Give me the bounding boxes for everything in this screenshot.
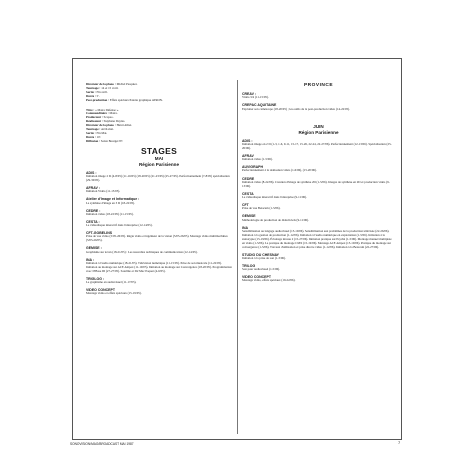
credit-line: Post-production : Effets spéciaux Palette graphique ATRON. bbox=[86, 97, 163, 102]
credits-block-2 bbox=[86, 109, 232, 144]
credit-line: Diffusion : Salon Bourget 87. bbox=[86, 138, 124, 143]
month-heading: MAI bbox=[154, 155, 164, 161]
stage-entry: TRILOG Son pour audiovisuel (1-5/06). bbox=[242, 263, 280, 272]
stage-entry: CESTA : Le vidéodisque interactif dans l'entreprise (12-14/05). bbox=[86, 219, 153, 228]
credit-line: Directeur de la photo : Michel Pasquier. bbox=[86, 82, 138, 86]
stage-entry: CEDRE Initiation vidéo (8-22/06). Création d'image de synthèse 2D (1-5/06). Images de synthèse en 2D et production vidéo (9-13/06). bbox=[242, 176, 390, 188]
credit-line: Durée : 10'. bbox=[86, 134, 102, 139]
stage-entry: STUDIO DU CHESNAY Initiation à la prise de son (1-3/06). bbox=[242, 252, 286, 260]
credit-line: Durée : 5'. bbox=[86, 93, 100, 98]
credit-line: Tournage : Avril-mai. bbox=[86, 127, 114, 132]
stage-entry: INA Sensibilisation au langage audiovisuel (15-19/06). Sensibilisation aux problèmes de la production télévisée (22-26/06). Initiation à la gestion de production (1-12/06). Initiation à l'audio numérique en exploitation (1-5/06). Initiation à la sténotypie (15-19/06). Éclairage niveau 2 (15-27/06). Initiation pratique sur Psyché (1-5/06). Montage manuel multipiste en vidéo (1-5/06). La pratique du montage CMX (15-19/06). Montage ACE Ampex (15-19/06). Pratique du montage sur convergence (1-5/06). Travaux d'utilisation et prise directe vidéo (1-12/06). Initiation à la Betacam (22-27/06). bbox=[242, 225, 392, 249]
stage-entry: GEMISE : Graphisme sur écran (18-21/05) : Les nouvelles techniques de communication (12-14/05). bbox=[86, 246, 198, 254]
stage-entry: CESTA Le vidéodisque interactif dans l'entreprise (9-11/06). bbox=[242, 191, 307, 199]
credit-line: Tournage : 14 et 15 avril. bbox=[86, 85, 119, 90]
stage-entry: VIDEO CONCEPT Montage vidéo et effets spéciaux (15-19/05). bbox=[86, 288, 142, 296]
left-column bbox=[86, 83, 232, 296]
stage-entry: CFT Prise de vue Betacam (1-5/06). bbox=[242, 203, 281, 211]
column-divider bbox=[237, 80, 238, 434]
credit-line: Directeur de la photo : Henri Alliet. bbox=[86, 123, 133, 128]
footer-publication: SONOVISION/MAG/BROADCAST MAI 1987 bbox=[70, 442, 134, 446]
stage-entry: TRIGLOG : Le graphisme en audiovisuel (11-17/05). bbox=[86, 276, 137, 285]
stage-entry: CFT-GOBELINS Prise de vue vidéo (5/05-26/05). Régie vidéo et ingénieur de la vision (5/05-26/05). Montage vidéo multimachines (5/05-26/05). bbox=[86, 231, 228, 243]
page-number: 7 bbox=[398, 440, 401, 445]
stage-entry: GEMISE Méthodologie de production de didacticiels (9-11/06). bbox=[242, 214, 309, 222]
credit-line: Titre : « Matra Défense ». bbox=[86, 107, 119, 112]
right-column bbox=[242, 83, 395, 283]
credit-line: Commanditaire : Matra. bbox=[86, 111, 118, 116]
stage-entry: VIDEO CONCEPT Montage vidéo, effets spéciaux (19-22/06). bbox=[242, 275, 296, 283]
credit-line: Producteur : Scopeo. bbox=[86, 115, 114, 120]
stages-title: STAGES bbox=[140, 145, 178, 156]
stage-entry: INA : Initiation à l'audio numérique (18-21/05). Télévision numérique (11-15/05). Prise de son musicale (11-22/05). Initiation au montage sur ACE Ampex (11-19/05). Initiation au montage sur Convergence (18-20/05). Programmation avec D'Base III (27-27/05). Satellite et D2 Mac Paquet (4-6/05). bbox=[86, 257, 232, 273]
province-heading: PROVINCE bbox=[303, 83, 334, 88]
stage-entry: Atelier d'Image et Informatique : La synthèse d'image en 3 D (18-22/05). bbox=[86, 197, 140, 205]
credit-line: Sortie : Fin Mai. bbox=[86, 130, 108, 135]
stage-entry: AFRAV Initiation vidéo (1-5/06). bbox=[242, 153, 273, 162]
stage-entry: CEDRE : Initiation vidéo (18-22/05) (11-15/05). bbox=[86, 208, 134, 216]
stage-entry: AUVIGRAPH Perfectionnement à la réalisation vidéo (1-6/06), (15-20/06). bbox=[242, 165, 317, 173]
region-heading: Région Parisienne bbox=[298, 129, 339, 135]
stage-entry: CREPAC AQUITAINE Exploiter son caméscope (18-20/05) ; les outils de la post-production vidéo (14-22/05). bbox=[242, 103, 350, 111]
credits-block-1 bbox=[86, 83, 232, 103]
stage-entry: ADIS : Initiation image en 2 D (1-3, 1-6, 9-11, 15-17, 15-26, 22-24, 22-27/06). Perfectionnement (12-13/06). Spécialisation (25-26/06). bbox=[242, 138, 392, 150]
credit-line: Sortie : Fin avril. bbox=[86, 89, 108, 94]
month-heading: JUIN bbox=[313, 123, 324, 129]
stage-entry: ADIS : Initiation image 2 D (4-8/05) (11-16/05) (18-20/05) (21-23/05) (25-27/05). Perfectionnement (7-8/05) spécialisation (29-30/05). bbox=[86, 170, 230, 182]
stage-entry: AFRAV : Initiation Vidéo (11-15/05). bbox=[86, 186, 121, 194]
region-heading: Région Parisienne bbox=[138, 161, 180, 167]
credit-line: Réalisateur : Stéphane Daylas. bbox=[86, 119, 126, 124]
stage-entry: CREAV : Vidéo 3/4 (11-15/05). bbox=[242, 92, 269, 100]
